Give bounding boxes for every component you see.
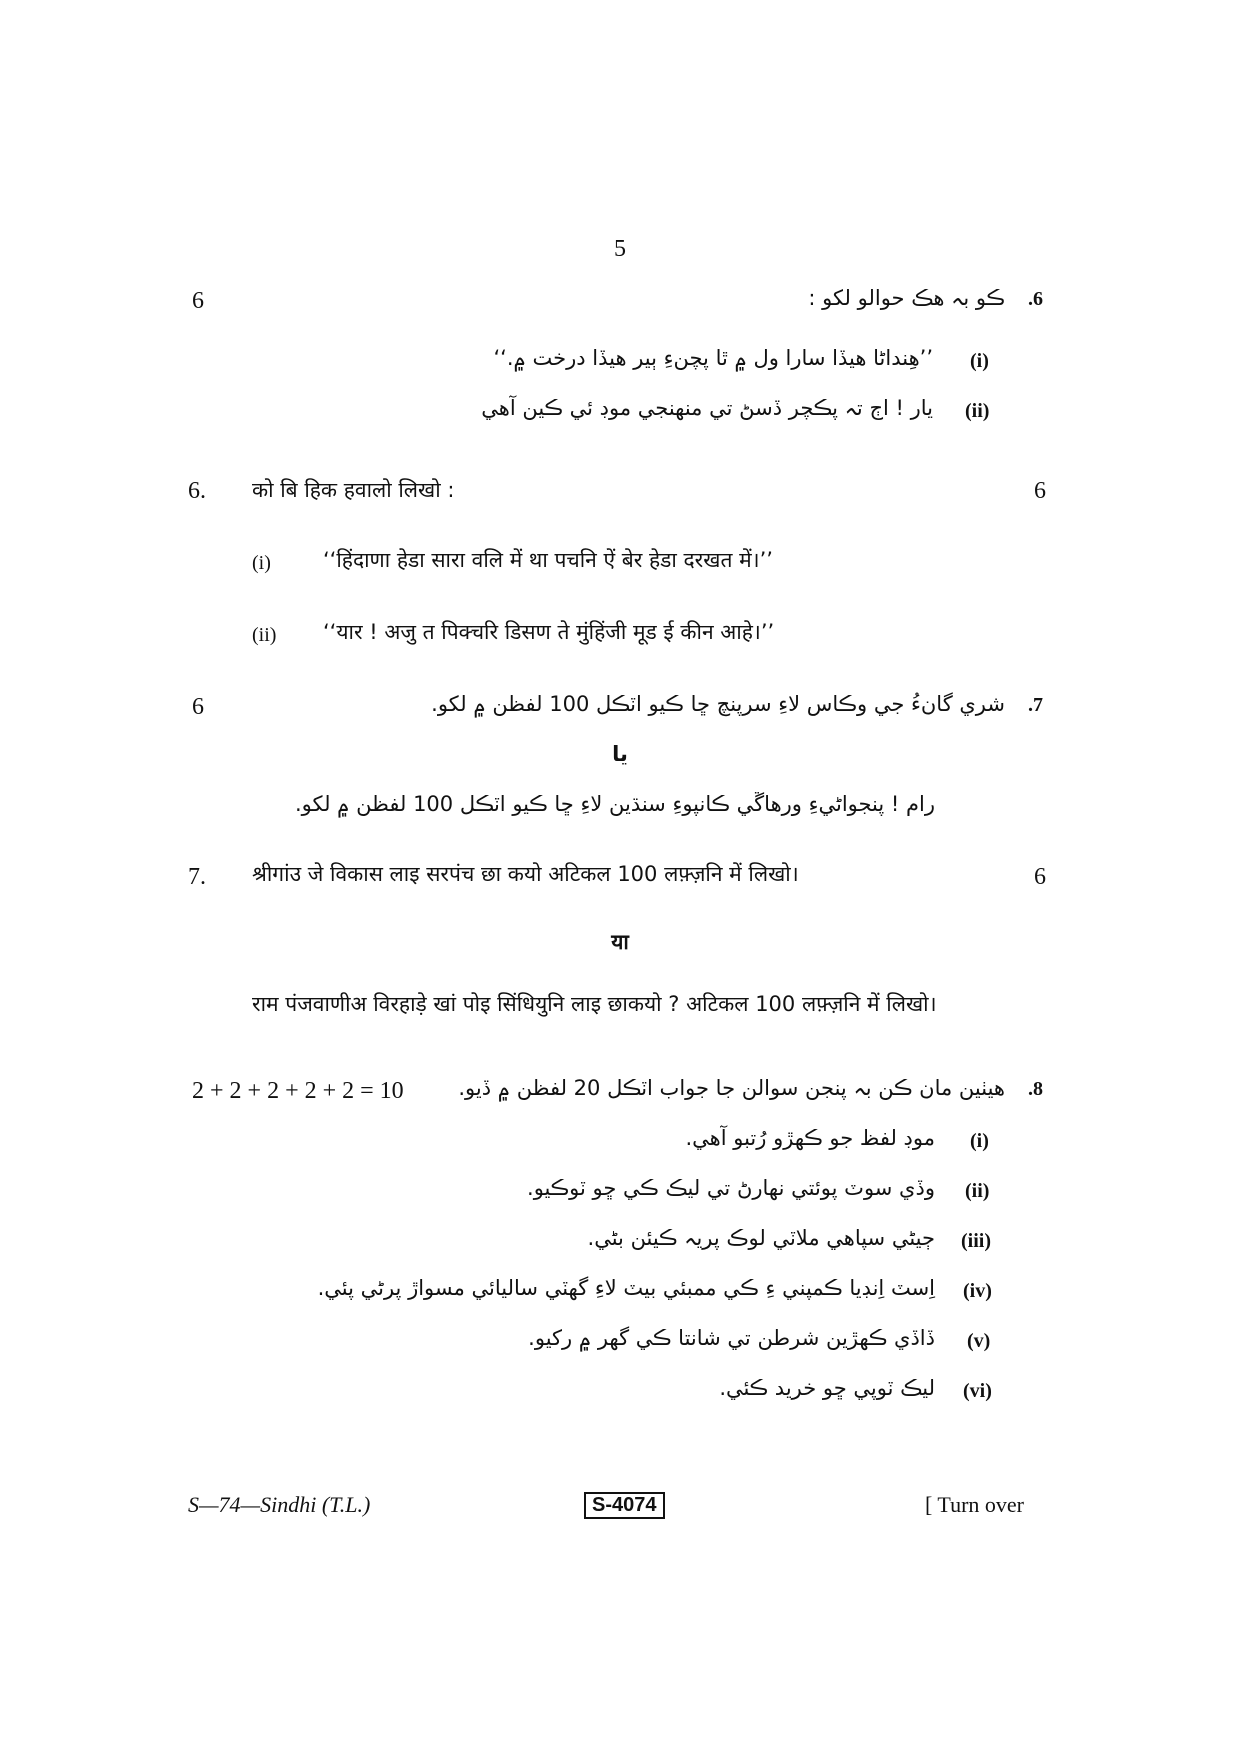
- q7-hindi-text: श्रीगांउ जे विकास लाइ सरपंच छा कयो अटिकल 100 लफ़्ज़नि में लिखो।: [252, 862, 799, 886]
- page-number: 5: [614, 236, 626, 262]
- q6-sindhi-item-text: ’’هِنداڻا هيڏا سارا ول ۾ ٿا پچنءِ ٻير هيڏا درخت ۾.‘‘: [493, 346, 933, 370]
- q7-sindhi-text: شري گانءُ جي وڪاس لاءِ سرپنچ ڇا ڪيو اٽڪل 100 لفظن ۾ لکو.: [431, 692, 1005, 716]
- q7-hindi-alt: राम पंजवाणीअ विरहाड़े खां पोइ सिंधियुनि लाइ छाकयो ? अटिकल 100 लफ़्ज़नि में लिखो।: [252, 992, 937, 1016]
- q8-item-label: (i): [970, 1130, 989, 1152]
- q8-item-label: (iv): [963, 1280, 992, 1302]
- q7-sindhi-marks: 6: [192, 694, 204, 720]
- q6-hindi-number: 6.: [188, 478, 206, 504]
- q7-sindhi-or: يا: [612, 742, 628, 766]
- q8-prompt: هيٺين مان ڪن بہ پنجن سوالن جا جواب اٽڪل 20 لفظن ۾ ڏيو.: [458, 1076, 1005, 1100]
- q8-item-text: اِسٽ اِنڊيا ڪمپني ءِ ڪي ممبئي بيٽ لاءِ گهٽي ساليائي مسواڙ پرڻي پئي.: [317, 1276, 935, 1300]
- q8-item-text: ڄيڻي سپاهي ملاٽي لوڪ پريہ ڪيئن بڻي.: [587, 1226, 935, 1250]
- q8-item-label: (ii): [965, 1180, 990, 1202]
- q8-item-label: (iii): [961, 1230, 991, 1252]
- q8-item-text: ڏاڏي ڪهڙين شرطن تي شانتا ڪي گهر ۾ رکيو.: [528, 1326, 935, 1350]
- q7-hindi-or: या: [611, 930, 629, 954]
- q7-sindhi-number: .7: [1028, 694, 1043, 716]
- footer-paper-code: S—74—Sindhi (T.L.): [188, 1492, 371, 1517]
- q6-sindhi-prompt: ڪو بہ هڪ حوالو لکو :: [808, 286, 1005, 310]
- q6-hindi-item-label: (i): [252, 552, 271, 574]
- q6-sindhi-item-label: (i): [970, 350, 989, 372]
- q8-item-text: ليڪ ٽوپي ڇو خريد ڪئي.: [719, 1376, 935, 1400]
- q8-item-label: (vi): [963, 1380, 992, 1402]
- q8-marks: 2 + 2 + 2 + 2 + 2 = 10: [192, 1078, 404, 1104]
- q6-hindi-marks: 6: [1034, 478, 1046, 504]
- q8-item-text: وڏي سوٽ پوئتي نهارڻ تي ليڪ ڪي ڇو ٽوڪيو.: [527, 1176, 935, 1200]
- q6-sindhi-item-label: (ii): [965, 400, 990, 422]
- q6-hindi-item-text: ‘‘हिंदाणा हेडा सारा वलि में था पचनि ऐं बेर हेडा दरखत में।’’: [323, 548, 773, 572]
- q6-sindhi-marks: 6: [192, 288, 204, 314]
- q8-item-label: (v): [967, 1330, 991, 1352]
- q6-hindi-item-label: (ii): [252, 624, 277, 646]
- q6-hindi-prompt: को बि हिक हवालो लिखो :: [252, 478, 455, 502]
- q6-sindhi-number: .6: [1028, 288, 1043, 310]
- footer-series-code: S-4074: [584, 1492, 665, 1519]
- q8-item-text: موڊ لفظ جو ڪهڙو رُتبو آهي.: [685, 1126, 935, 1150]
- footer-turn-over: [ Turn over: [925, 1492, 1025, 1517]
- q6-sindhi-item-text: يار ! اڄ تہ پڪچر ڏسڻ تي منهنجي موڊ ئي ڪين آهي: [481, 396, 933, 420]
- q8-number: .8: [1028, 1078, 1043, 1100]
- q6-hindi-item-text: ‘‘यार ! अजु त पिक्चरि डिसण ते मुंहिंजी मूड ई कीन आहे।’’: [323, 620, 775, 644]
- q7-hindi-marks: 6: [1034, 864, 1046, 890]
- q7-sindhi-alt: رام ! پنجواڻيءِ ورهاڱي ڪانپوءِ سنڌين لاءِ ڇا ڪيو اٽڪل 100 لفظن ۾ لکو.: [294, 792, 935, 816]
- q7-hindi-number: 7.: [188, 864, 206, 890]
